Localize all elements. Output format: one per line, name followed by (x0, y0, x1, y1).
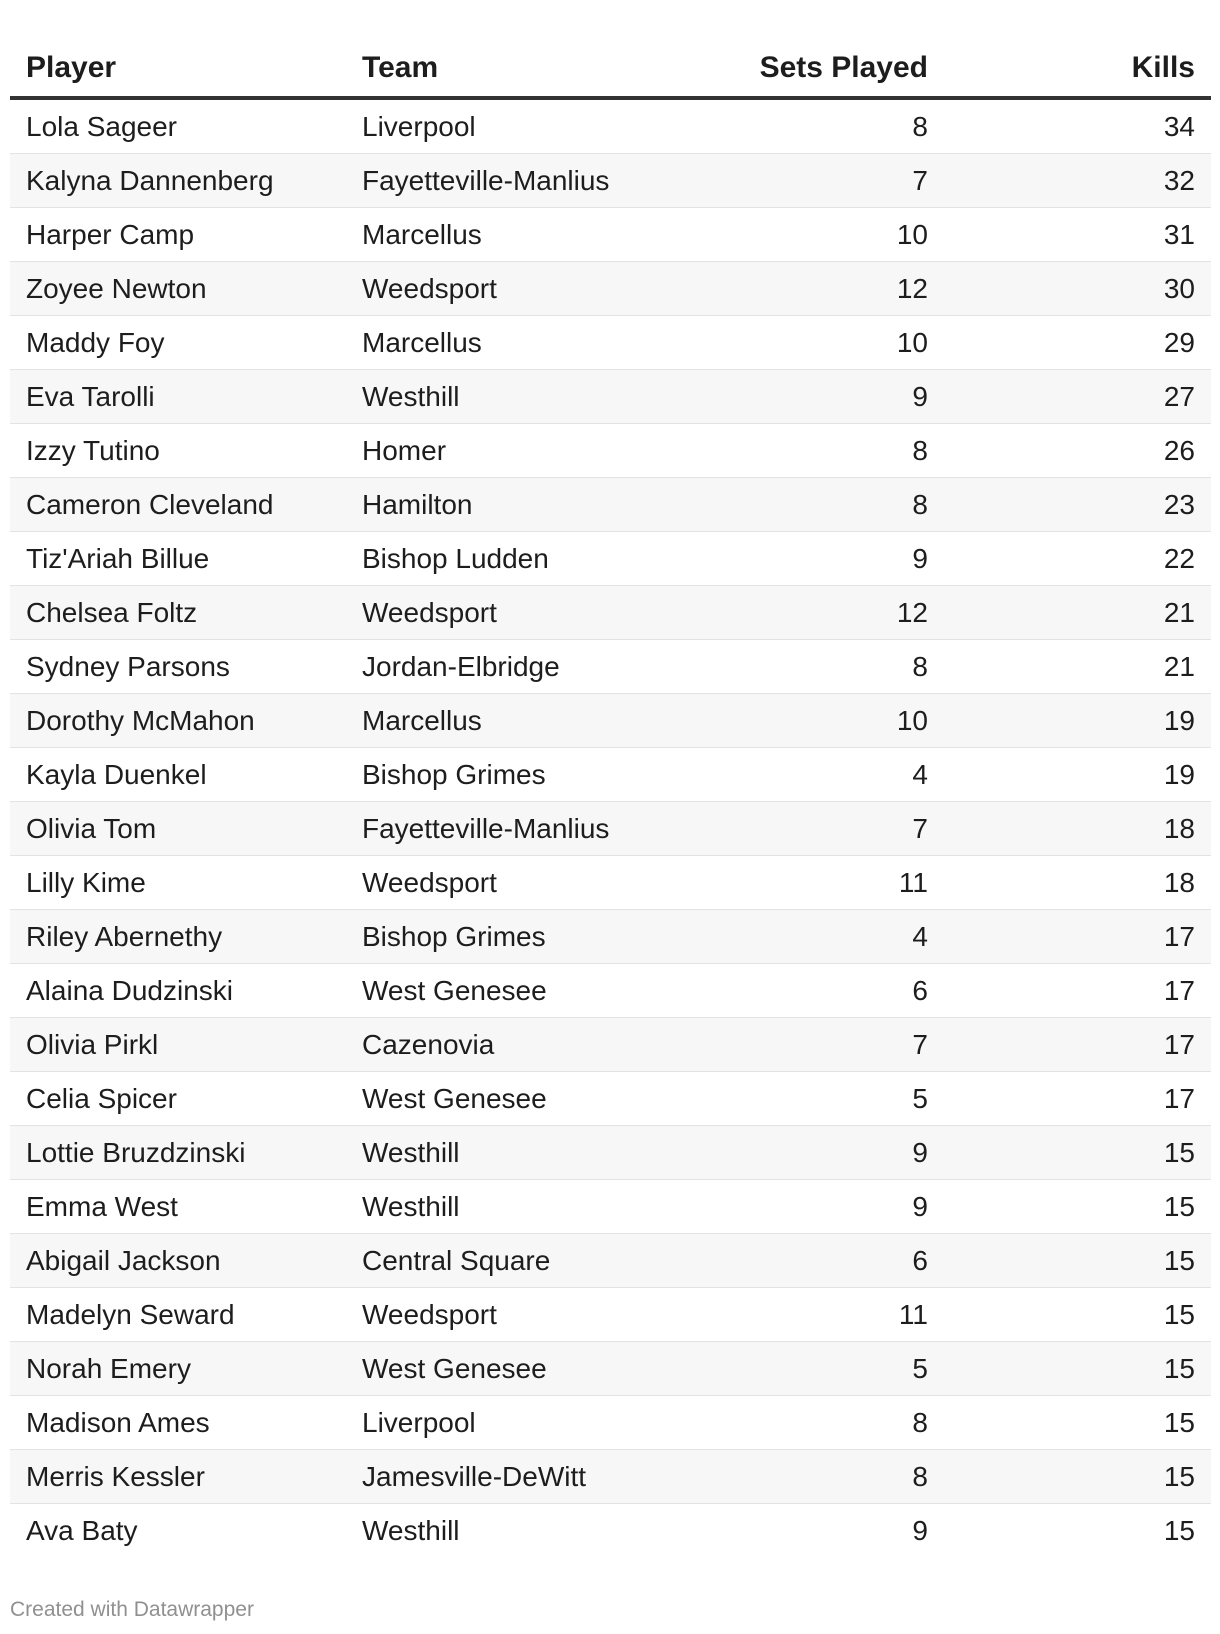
cell-team: Bishop Ludden (346, 532, 682, 586)
cell-team: Fayetteville-Manlius (346, 154, 682, 208)
cell-team: Marcellus (346, 316, 682, 370)
cell-team: Marcellus (346, 694, 682, 748)
cell-sets-played: 7 (682, 154, 944, 208)
stats-table (10, 40, 1211, 1557)
cell-player: Merris Kessler (10, 1450, 346, 1504)
cell-player: Eva Tarolli (10, 370, 346, 424)
cell-player: Lottie Bruzdzinski (10, 1126, 346, 1180)
cell-sets-played: 4 (682, 910, 944, 964)
table-row (10, 964, 1211, 1018)
cell-team: West Genesee (346, 1342, 682, 1396)
column-header-kills[interactable]: Kills (944, 40, 1211, 98)
cell-kills: 15 (1163, 1514, 1195, 1546)
cell-sets-played: 8 (682, 1396, 944, 1450)
cell-team: Westhill (346, 1126, 682, 1180)
cell-player: Emma West (10, 1180, 346, 1234)
cell-sets-played: 8 (682, 478, 944, 532)
cell-kills: 31 (944, 208, 1211, 262)
cell-sets-played: 5 (682, 1072, 944, 1126)
cell-sets-played: 7 (682, 802, 944, 856)
table-row (10, 640, 1211, 694)
cell-kills: 17 (944, 1018, 1211, 1072)
cell-player: Sydney Parsons (10, 640, 346, 694)
table-row (10, 1072, 1211, 1126)
cell-player: Lilly Kime (10, 856, 346, 910)
cell-kills: 15 (944, 1234, 1211, 1288)
table-row (10, 586, 1211, 640)
cell-kills: 17 (944, 964, 1211, 1018)
cell-sets-played: 10 (682, 208, 944, 262)
table-row (10, 1504, 1211, 1558)
cell-sets-played: 9 (682, 532, 944, 586)
table-row (10, 1450, 1211, 1504)
cell-kills: 15 (944, 1396, 1211, 1450)
cell-sets-played: 8 (682, 424, 944, 478)
cell-team: Westhill (362, 1514, 460, 1546)
cell-player: Izzy Tutino (10, 424, 346, 478)
cell-team: Hamilton (346, 478, 682, 532)
table-row (10, 316, 1211, 370)
cell-team: Central Square (346, 1234, 682, 1288)
column-header-team[interactable]: Team (346, 40, 682, 98)
cell-player: Cameron Cleveland (10, 478, 346, 532)
cell-player: Chelsea Foltz (10, 586, 346, 640)
cell-sets-played: 12 (682, 586, 944, 640)
cell-sets-played: 9 (682, 1126, 944, 1180)
cell-kills: 15 (944, 1342, 1211, 1396)
cell-kills: 19 (944, 694, 1211, 748)
cell-player: Zoyee Newton (10, 262, 346, 316)
cell-sets-played: 9 (912, 1514, 928, 1546)
cell-team: Bishop Grimes (346, 910, 682, 964)
cell-kills: 27 (944, 370, 1211, 424)
cell-player: Lola Sageer (10, 98, 346, 154)
cell-kills: 17 (944, 910, 1211, 964)
table-row (10, 154, 1211, 208)
cell-sets-played: 11 (682, 1288, 944, 1342)
table-row (10, 1288, 1211, 1342)
cell-sets-played: 12 (682, 262, 944, 316)
cell-player: Kayla Duenkel (10, 748, 346, 802)
cell-team: West Genesee (346, 964, 682, 1018)
table-row (10, 532, 1211, 586)
cell-kills: 29 (944, 316, 1211, 370)
table-row (10, 1342, 1211, 1396)
cell-sets-played: 7 (682, 1018, 944, 1072)
cell-kills: 26 (944, 424, 1211, 478)
table-row (10, 424, 1211, 478)
table-row (10, 1126, 1211, 1180)
cell-kills: 15 (944, 1450, 1211, 1504)
cell-kills: 17 (944, 1072, 1211, 1126)
cell-kills: 15 (944, 1288, 1211, 1342)
cell-sets-played: 8 (682, 98, 944, 154)
cell-kills: 21 (944, 586, 1211, 640)
cell-kills: 18 (944, 856, 1211, 910)
cell-team: Liverpool (346, 1396, 682, 1450)
table-row (10, 262, 1211, 316)
footer-credit: Created with Datawrapper (10, 1598, 254, 1621)
cell-sets-played: 10 (682, 316, 944, 370)
cell-kills: 19 (944, 748, 1211, 802)
table-row (10, 1234, 1211, 1288)
cell-kills: 30 (944, 262, 1211, 316)
table-row (10, 748, 1211, 802)
cell-kills: 18 (944, 802, 1211, 856)
cell-player: Kalyna Dannenberg (10, 154, 346, 208)
cell-team: Westhill (346, 1180, 682, 1234)
cell-team: Marcellus (346, 208, 682, 262)
cell-team: Cazenovia (346, 1018, 682, 1072)
cell-team: Liverpool (346, 98, 682, 154)
cell-player: Ava Baty (26, 1514, 138, 1546)
cell-sets-played: 10 (682, 694, 944, 748)
cell-player: Maddy Foy (10, 316, 346, 370)
table-row (10, 856, 1211, 910)
cell-sets-played: 6 (682, 1234, 944, 1288)
cell-player: Alaina Dudzinski (10, 964, 346, 1018)
table-row (10, 98, 1211, 154)
column-header-sets-played[interactable]: Sets Played (682, 40, 944, 98)
cell-team: Bishop Grimes (346, 748, 682, 802)
table-row (10, 910, 1211, 964)
cell-sets-played: 5 (682, 1342, 944, 1396)
cell-player: Olivia Tom (10, 802, 346, 856)
table-row (10, 694, 1211, 748)
table-body (10, 98, 1211, 1557)
cell-sets-played: 9 (682, 370, 944, 424)
cell-kills: 34 (944, 98, 1211, 154)
cell-kills: 23 (944, 478, 1211, 532)
cell-team: Weedsport (346, 262, 682, 316)
cell-sets-played: 6 (682, 964, 944, 1018)
cell-player: Madelyn Seward (10, 1288, 346, 1342)
column-header-player[interactable]: Player (10, 40, 346, 98)
cell-sets-played: 8 (682, 1450, 944, 1504)
cell-team: Jordan-Elbridge (346, 640, 682, 694)
cell-team: Homer (346, 424, 682, 478)
cell-team: West Genesee (346, 1072, 682, 1126)
cell-player: Madison Ames (10, 1396, 346, 1450)
cell-player: Riley Abernethy (10, 910, 346, 964)
table-row (10, 1180, 1211, 1234)
cell-kills: 32 (944, 154, 1211, 208)
cell-sets-played: 8 (682, 640, 944, 694)
cell-team: Fayetteville-Manlius (346, 802, 682, 856)
cell-kills: 21 (944, 640, 1211, 694)
cell-kills: 22 (944, 532, 1211, 586)
cell-sets-played: 11 (682, 856, 944, 910)
table-row (10, 1018, 1211, 1072)
table-header (10, 40, 1211, 98)
cell-player: Tiz'Ariah Billue (10, 532, 346, 586)
cell-team: Weedsport (346, 856, 682, 910)
cell-sets-played: 4 (682, 748, 944, 802)
table-row (10, 478, 1211, 532)
cell-player: Olivia Pirkl (10, 1018, 346, 1072)
cell-team: Weedsport (346, 586, 682, 640)
header-row (10, 40, 1211, 98)
cell-team: Weedsport (346, 1288, 682, 1342)
table-row (10, 802, 1211, 856)
cell-player: Celia Spicer (10, 1072, 346, 1126)
cell-player: Harper Camp (10, 208, 346, 262)
cell-player: Dorothy McMahon (10, 694, 346, 748)
cell-team: Jamesville-DeWitt (346, 1450, 682, 1504)
table-row (10, 208, 1211, 262)
cell-kills: 15 (944, 1180, 1211, 1234)
cell-player: Abigail Jackson (10, 1234, 346, 1288)
cell-sets-played: 9 (682, 1180, 944, 1234)
table-row (10, 1396, 1211, 1450)
cell-team: Westhill (346, 370, 682, 424)
table-row (10, 370, 1211, 424)
cell-kills: 15 (944, 1126, 1211, 1180)
cell-player: Norah Emery (10, 1342, 346, 1396)
